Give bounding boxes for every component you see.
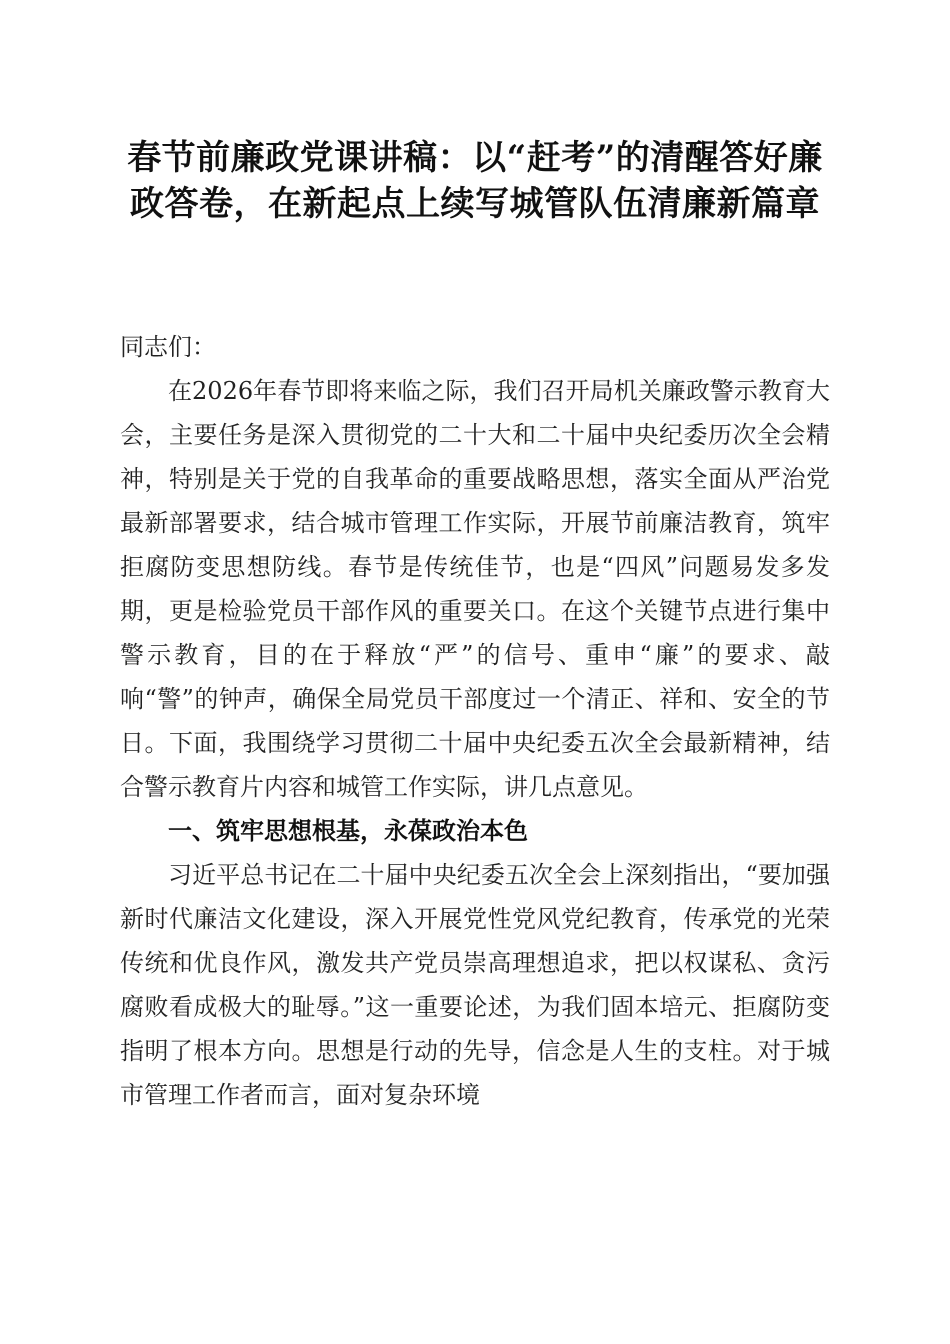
document-title: 春节前廉政党课讲稿：以“赶考”的清醒答好廉政答卷，在新起点上续写城管队伍清廉新篇章 (127, 138, 823, 224)
document-body (120, 325, 830, 1117)
intro-paragraph: 在2026年春节即将来临之际，我们召开局机关廉政警示教育大会，主要任务是深入贯彻党的二十大和二十届中央纪委历次全会精神，特别是关于党的自我革命的重要战略思想，落实全面从严治党最新部署要求，结合城市管理工作实际，开展节前廉洁教育，筑牢拒腐防变思想防线。春节是传统佳节，也是“四风”问题易发多发期，更是检验党员干部作风的重要关口。在这个关键节点进行集中警示教育，目的在于释放“严”的信号、重申“廉”的要求、敲响“警”的钟声，确保全局党员干部度过一个清正、祥和、安全的节日。下面，我围绕学习贯彻二十届中央纪委五次全会最新精神，结合警示教育片内容和城管工作实际，讲几点意见。 (120, 377, 830, 801)
section-heading: 一、筑牢思想根基，永葆政治本色 (168, 817, 528, 845)
section-paragraph: 习近平总书记在二十届中央纪委五次全会上深刻指出，“要加强新时代廉洁文化建设，深入开展党性党风党纪教育，传承党的光荣传统和优良作风，激发共产党员崇高理想追求，把以权谋私、贪污腐败看成极大的耻辱。”这一重要论述，为我们固本培元、拒腐防变指明了根本方向。思想是行动的先导，信念是人生的支柱。对于城市管理工作者而言，面对复杂环境 (120, 861, 830, 1109)
salutation: 同志们： (120, 333, 216, 361)
